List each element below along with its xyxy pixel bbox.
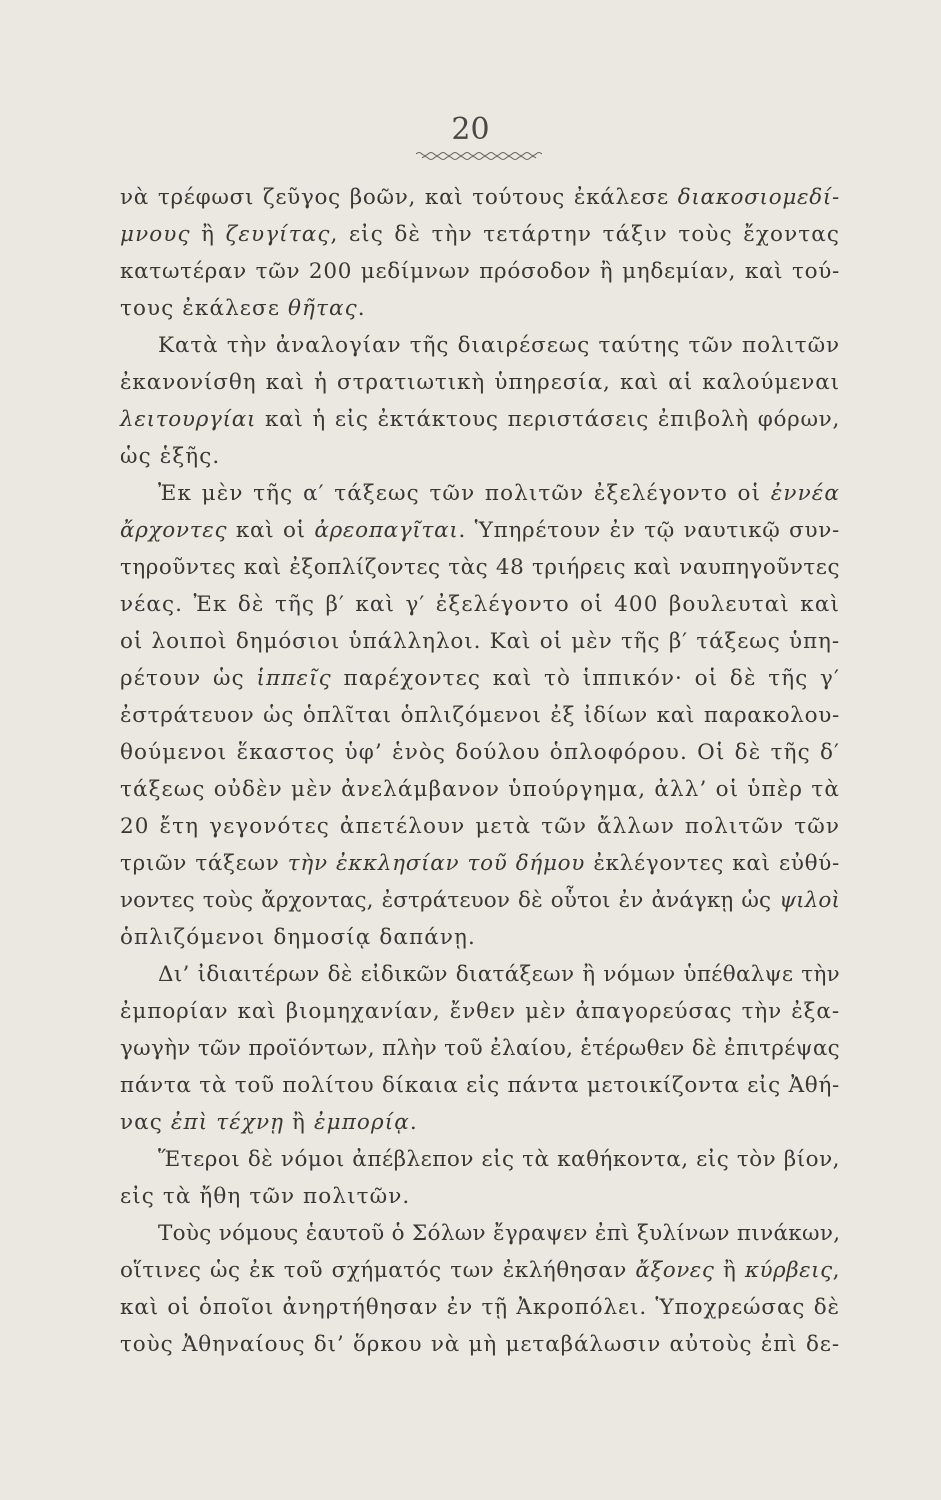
text-line: ἐστράτευον ὡς ὁπλῖται ὁπλιζόμενοι ἐξ ἰδίων καὶ παρακολου- [120,703,840,728]
text-line: νοντες τοὺς ἄρχοντας, ἐστράτευον δὲ οὗτοι ἐν ἀνάγκῃ ὡς ψιλοὶ [120,888,840,913]
text-line: Κατὰ τὴν ἀναλογίαν τῆς διαιρέσεως ταύτης τῶν πολιτῶν [158,333,840,358]
text-line: Ἐκ μὲν τῆς α′ τάξεως τῶν πολιτῶν ἐξελέγοντο οἱ ἐννέα [158,481,840,506]
text-line: νας ἐπὶ τέχνῃ ἢ ἐμπορίᾳ. [120,1110,418,1135]
text-line: Δι’ ἰδιαιτέρων δὲ εἰδικῶν διατάξεων ἢ νόμων ὑπέθαλψε τὴν [158,962,840,987]
text-line: 20 ἔτη γεγονότες ἀπετέλουν μετὰ τῶν ἄλλων πολιτῶν τῶν [120,814,840,839]
text-line: ἐμπορίαν καὶ βιομηχανίαν, ἔνθεν μὲν ἀπαγορεύσας τὴν ἐξα- [120,999,840,1024]
text-line: λειτουργίαι καὶ ἡ εἰς ἐκτάκτους περιστάσεις ἐπιβολὴ φόρων, [120,407,840,432]
text-line: τηροῦντες καὶ ἐξοπλίζοντες τὰς 48 τριήρεις καὶ ναυπηγοῦντες [120,555,840,580]
text-line: τάξεως οὐδὲν μὲν ἀνελάμβανον ὑπούργημα, ἀλλ’ οἱ ὑπὲρ τὰ [120,777,840,802]
text-line: νὰ τρέφωσι ζεῦγος βοῶν, καὶ τούτους ἐκάλεσε διακοσιομεδί- [120,185,840,210]
text-line: καὶ οἱ ὁποῖοι ἀνηρτήθησαν ἐν τῇ Ἀκροπόλει. Ὑποχρεώσας δὲ [120,1295,840,1320]
text-line: Ἕτεροι δὲ νόμοι ἀπέβλεπον εἰς τὰ καθήκοντα, εἰς τὸν βίον, [158,1147,840,1172]
text-line: ὁπλιζόμενοι δημοσίᾳ δαπάνῃ. [120,925,476,950]
text-line: εἰς τὰ ἤθη τῶν πολιτῶν. [120,1184,411,1209]
text-line: μνους ἢ ζευγίτας, εἰς δὲ τὴν τετάρτην τάξιν τοὺς ἔχοντας [120,222,840,247]
text-line: νέας. Ἐκ δὲ τῆς β′ καὶ γ′ ἐξελέγοντο οἱ 400 βουλευταὶ καὶ [120,592,840,617]
page-number: 20 [451,112,490,147]
text-line: ἄρχοντες καὶ οἱ ἀρεοπαγῖται. Ὑπηρέτουν ἐν τῷ ναυτικῷ συν- [120,518,840,543]
text-line: ρέτουν ὡς ἱππεῖς παρέχοντες καὶ τὸ ἱππικόν· οἱ δὲ τῆς γ′ [120,666,840,691]
text-line: οἵτινες ὡς ἐκ τοῦ σχήματός των ἐκλήθησαν ἄξονες ἢ κύρβεις, [120,1258,840,1283]
text-line: τους ἐκάλεσε θῆτας. [120,296,366,321]
text-line: γωγὴν τῶν προϊόντων, πλὴν τοῦ ἐλαίου, ἑτέρωθεν δὲ ἐπιτρέψας [120,1036,840,1061]
text-line: κατωτέραν τῶν 200 μεδίμνων πρόσοδον ἢ μηδεμίαν, καὶ τού- [120,259,840,284]
text-line: θούμενοι ἕκαστος ὑφ’ ἑνὸς δούλου ὁπλοφόρου. Οἱ δὲ τῆς δ′ [120,740,840,765]
text-line: τοὺς Ἀθηναίους δι’ ὅρκου νὰ μὴ μεταβάλωσιν αὐτοὺς ἐπὶ δε- [120,1332,840,1357]
text-line: τριῶν τάξεων τὴν ἐκκλησίαν τοῦ δήμου ἐκλέγοντες καὶ εὐθύ- [120,851,840,876]
text-line: ὡς ἑξῆς. [120,444,221,469]
ornament-divider [416,150,542,162]
text-line: Τοὺς νόμους ἑαυτοῦ ὁ Σόλων ἔγραψεν ἐπὶ ξυλίνων πινάκων, [158,1221,841,1246]
text-line: πάντα τὰ τοῦ πολίτου δίκαια εἰς πάντα μετοικίζοντα εἰς Ἀθή- [120,1073,840,1098]
text-line: ἐκανονίσθη καὶ ἡ στρατιωτικὴ ὑπηρεσία, καὶ αἱ καλούμεναι [120,370,840,395]
text-line: οἱ λοιποὶ δημόσιοι ὑπάλληλοι. Καὶ οἱ μὲν τῆς β′ τάξεως ὑπη- [120,629,840,654]
